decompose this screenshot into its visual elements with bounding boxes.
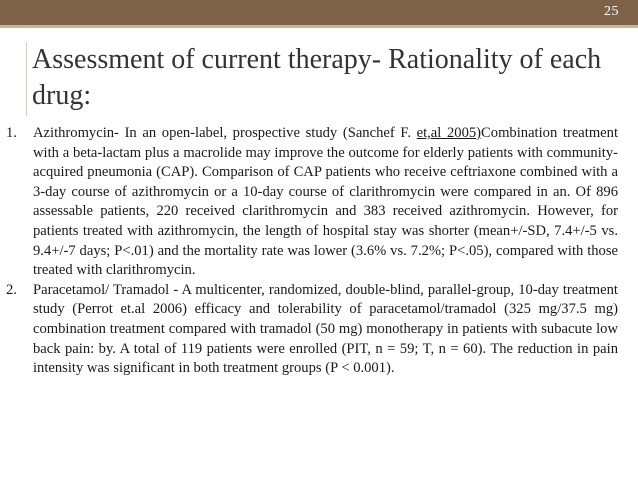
- header-band: [0, 0, 638, 25]
- list-item-paracetamol-tramadol: [6, 281, 618, 379]
- list-item-number: 2.: [6, 281, 17, 298]
- title-accent-rule: [26, 42, 27, 116]
- page-number: 25: [604, 4, 619, 19]
- list-item-azithromycin: [6, 124, 618, 281]
- slide-title: Assessment of current therapy- Rationality of each drug:: [32, 44, 602, 111]
- header-accent-line: [0, 25, 638, 28]
- content-list: [6, 124, 618, 379]
- reference-link[interactable]: et,al 2005): [416, 125, 482, 141]
- list-item-lead: Azithromycin- In an open-label, prospective study (Sanchef F.: [33, 125, 417, 141]
- list-item-text: Paracetamol/ Tramadol - A multicenter, randomized, double-blind, parallel-group, 10-day treatment study (Perrot et.al 2006) efficacy and tolerability of paracetamol/tramadol (325 mg/37.5 mg) combination treatment compared with tramadol (50 mg) monotherapy in patients with subacute low back pain: by. A total of 119 patients were enrolled (PIT, n = 59; T, n = 60). The reduction in pain intensity was significant in both treatment groups (P < 0.001).: [33, 281, 618, 377]
- list-item-text: [33, 124, 618, 281]
- list-item-body: Combination treatment with a beta-lactam plus a macrolide may improve the outcome for elderly patients with community-acquired pneumonia (CAP). Comparison of CAP patients who receive ceftriaxone combined with a 3-day course of azithromycin or a 10-day course of clarithromycin were compared in an. Of 896 assessable patients, 220 received clarithromycin and 383 received azithromycin. However, for patients treated with azithromycin, the length of hospital stay was shorter (mean+/-SD, 7.4+/-5 vs. 9.4+/-7 days; P<.01) and the mortality rate was lower (3.6% vs. 7.2%; P<.05), compared with those treated with clarithromycin.: [33, 125, 619, 279]
- list-item-number: 1.: [6, 125, 17, 141]
